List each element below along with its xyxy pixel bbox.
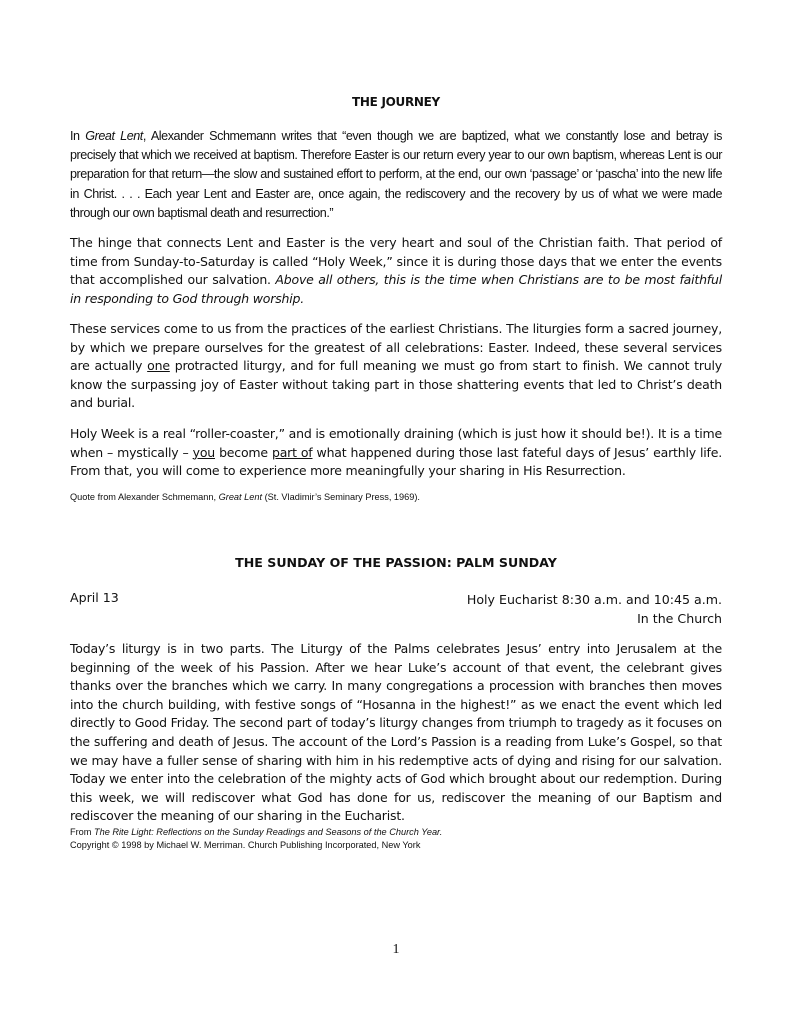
emphasis-text: Above all others, this is the time when Christians are to be most faithful in responding to God through worship. [70, 272, 722, 306]
service-location: In the Church [637, 611, 722, 626]
paragraph-roller-coaster: Holy Week is a real “roller-coaster,” and is emotionally draining (which is just how it should be!). It is a time when – mystically – you become part of what happened during those last fateful days of Jesus’ earthly life. From that, you will come to experience more meaningfully your sharing in His Resurrection. [70, 426, 722, 479]
paragraph-schmemann-quote: In Great Lent, Alexander Schmemann writes that “even though we are baptized, what we constantly lose and betray is precisely that which we received at baptism. Therefore Easter is our return every year to our own baptism, whereas Lent is our preparation for that return—the slow and sustained effort to perform, at the end, our own ‘passage’ or ‘pascha’ into the new life in Christ. . . . Each year Lent and Easter are, once again, the rediscovery and the recovery by us of what we were made through our own baptismal death and resurrection.” [70, 129, 723, 220]
quote-citation: Quote from Alexander Schmemann, Great Lent (St. Vladimir’s Seminary Press, 1969). [70, 492, 420, 502]
service-date: April 13 [70, 590, 119, 605]
section-title-journey: THE JOURNEY [352, 95, 440, 109]
document-page [70, 0, 722, 1024]
book-title: Great Lent [85, 129, 143, 143]
service-time-line: Holy Eucharist 8:30 a.m. and 10:45 a.m. [466, 592, 722, 607]
section-title-palm-sunday: THE SUNDAY OF THE PASSION: PALM SUNDAY [235, 555, 557, 570]
source-citation: From The Rite Light: Reflections on the Sunday Readings and Seasons of the Church Year. [70, 827, 443, 837]
copyright-line: Copyright © 1998 by Michael W. Merriman. Church Publishing Incorporated, New York [70, 840, 421, 850]
paragraph-holy-week: The hinge that connects Lent and Easter is the very heart and soul of the Christian faith. That period of time from Sunday-to-Saturday is called “Holy Week,” since it is during those days that we enter the events that accomplished our salvation. Above all others, this is the time when Christians are to be most faithful in responding to God through worship. [70, 235, 722, 306]
paragraph-palm-sunday-liturgy: Today’s liturgy is in two parts. The Liturgy of the Palms celebrates Jesus’ entry into Jerusalem at the beginning of the week of his Passion. After we hear Luke’s account of that event, the celebrant gives thanks over the branches which we carry. In many congregations a procession with branches then moves into the church building, with festive songs of “Hosanna in the highest!” as we enact the event which led directly to Good Friday. The second part of today’s liturgy changes from triumph to tragedy as it focuses on the suffering and death of Jesus. The account of the Lord’s Passion is a reading from Luke’s Gospel, so that we may have a fuller sense of sharing with him in his redemptive acts of dying and rising for our salvation. Today we enter into the celebration of the mighty acts of God which brought about our redemption. During this week, we will rediscover what God has done for us, rediscover the meaning of our Baptism and rediscover the meaning of our sharing in the Eucharist. [70, 641, 722, 824]
service-times [467, 590, 722, 628]
paragraph-services: These services come to us from the practices of the earliest Christians. The liturgies form a sacred journey, by which we prepare ourselves for the greatest of all celebrations: Easter. Indeed, these several services are actually one protracted liturgy, and for full meaning we must go from start to finish. We cannot truly know the surpassing joy of Easter without taking part in those shattering events that led to Christ’s death and burial. [70, 321, 723, 411]
page-number: 1 [392, 942, 400, 957]
